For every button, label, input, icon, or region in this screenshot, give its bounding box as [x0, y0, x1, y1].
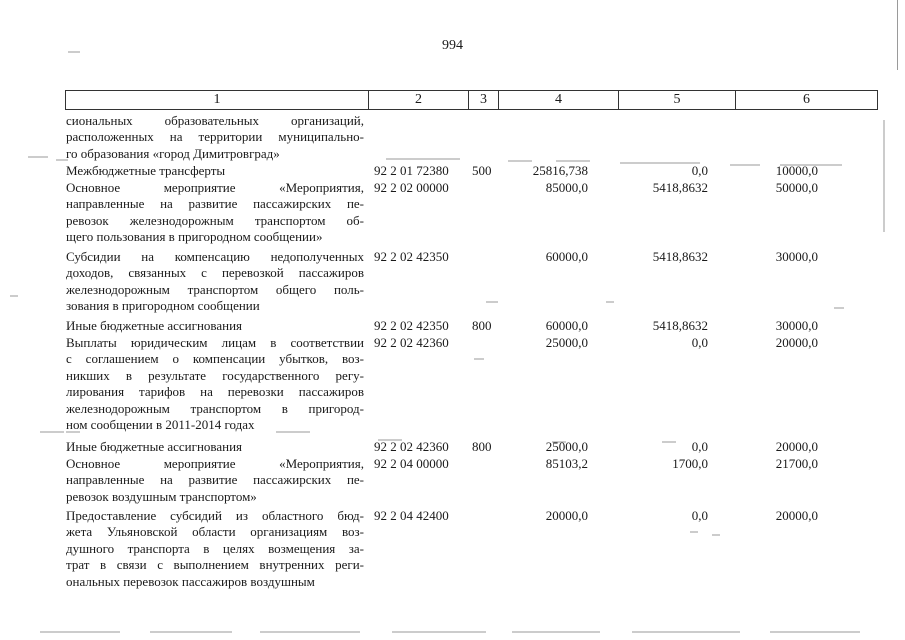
row-value-4: 60000,0 [545, 318, 588, 333]
row-expense-type: 500 [472, 163, 492, 178]
row-name-line: трат в связи с выполнением внутренних реги- [66, 557, 364, 573]
row-value-6: 30000,0 [775, 318, 818, 333]
row-value-6: 50000,0 [775, 180, 818, 195]
header-col-5: 5 [619, 91, 736, 109]
row-name-line: жета Ульяновской области организациям воз- [66, 524, 364, 540]
header-col-1: 1 [66, 91, 369, 109]
row-value-5: 0,0 [691, 163, 708, 178]
row-value-5: 0,0 [691, 335, 708, 350]
row-name-line: душного транспорта в целях возмещения за- [66, 540, 364, 556]
row-name [66, 318, 364, 334]
row-code: 92 2 04 00000 [374, 456, 449, 471]
row-value-4: 25000,0 [545, 335, 588, 350]
row-value-4: 20000,0 [545, 508, 588, 523]
row-name-line: с соглашением о компенсации убытков, воз- [66, 351, 364, 367]
row-value-4: 85103,2 [545, 456, 588, 471]
row-value-5: 5418,8632 [652, 180, 708, 195]
row-name [66, 508, 364, 590]
row-value-6: 30000,0 [775, 249, 818, 264]
row-value-4: 25000,0 [545, 439, 588, 454]
row-name [66, 180, 364, 246]
row-value-5: 0,0 [691, 439, 708, 454]
row-value-6: 20000,0 [775, 335, 818, 350]
row-code: 92 2 01 72380 [374, 163, 449, 178]
row-name-line: никших в результате государственного регу- [66, 367, 364, 383]
page-number: 994 [442, 38, 463, 53]
header-col-3: 3 [469, 91, 499, 109]
row-expense-type: 800 [472, 439, 492, 454]
row-name-line: железнодорожным транспортом в пригород- [66, 400, 364, 416]
row-code: 92 2 04 42400 [374, 508, 449, 523]
row-value-5: 0,0 [691, 508, 708, 523]
row-value-5: 5418,8632 [652, 318, 708, 333]
row-name-line: щего пользования в пригородном сообщении» [66, 229, 323, 245]
row-code: 92 2 02 42360 [374, 335, 449, 350]
row-name-line: доходов, связанных с перевозкой пассажиров [66, 265, 364, 281]
row-name-line: расположенных на территории муниципально- [66, 129, 364, 145]
row-code: 92 2 02 00000 [374, 180, 449, 195]
row-value-6: 10000,0 [775, 163, 818, 178]
row-name-line: Иные бюджетные ассигнования [66, 439, 243, 454]
row-name-line: Иные бюджетные ассигнования [66, 318, 243, 333]
row-expense-type: 800 [472, 318, 492, 333]
row-name-line: го образования «город Димитровград» [66, 145, 280, 161]
row-name-line: ревозок воздушным транспортом» [66, 488, 257, 504]
header-col-6: 6 [803, 92, 810, 107]
row-name-line: Выплаты юридическим лицам в соответствии [66, 335, 364, 350]
row-name-line: железнодорожным транспортом общего поль- [66, 281, 364, 297]
row-value-6: 20000,0 [775, 508, 818, 523]
row-name-line: ревозок железнодорожным транспортом об- [66, 212, 364, 228]
row-value-5: 1700,0 [672, 456, 708, 471]
row-name-line: зования в пригородном сообщении [66, 298, 260, 314]
row-code: 92 2 02 42360 [374, 439, 449, 454]
row-name-line: Субсидии на компенсацию недополученных [66, 249, 364, 264]
row-name-line: сиональных образовательных организаций, [66, 113, 364, 128]
row-value-5: 5418,8632 [652, 249, 708, 264]
row-name-line: Основное мероприятие «Мероприятия, [66, 180, 364, 195]
row-value-6: 21700,0 [775, 456, 818, 471]
row-name-line: ном сообщении в 2011-2014 годах [66, 417, 255, 433]
row-name-line: лирования тарифов на перевозки пассажиров [66, 384, 364, 400]
row-code: 92 2 02 42350 [374, 249, 449, 264]
row-name [66, 439, 364, 455]
row-name-line: ональных перевозок пассажиров воздушным [66, 573, 315, 589]
row-code: 92 2 02 42350 [374, 318, 449, 333]
row-name-line: Основное мероприятие «Мероприятия, [66, 456, 364, 471]
row-name [66, 456, 364, 505]
row-value-4: 85000,0 [545, 180, 588, 195]
row-name [66, 163, 364, 179]
row-value-6: 20000,0 [775, 439, 818, 454]
header-col-2: 2 [369, 91, 469, 109]
row-name-line: Предоставление субсидий из областного бюд- [66, 508, 364, 523]
row-value-4: 60000,0 [545, 249, 588, 264]
row-name-line: направленные на развитие пассажирских пе- [66, 472, 364, 488]
header-col-4: 4 [499, 91, 619, 109]
row-name-line: направленные на развитие пассажирских пе- [66, 196, 364, 212]
row-name-line: Межбюджетные трансферты [66, 163, 226, 178]
row-name [66, 335, 364, 433]
row-value-4: 25816,738 [532, 163, 588, 178]
row-name [66, 113, 364, 162]
row-name [66, 249, 364, 315]
